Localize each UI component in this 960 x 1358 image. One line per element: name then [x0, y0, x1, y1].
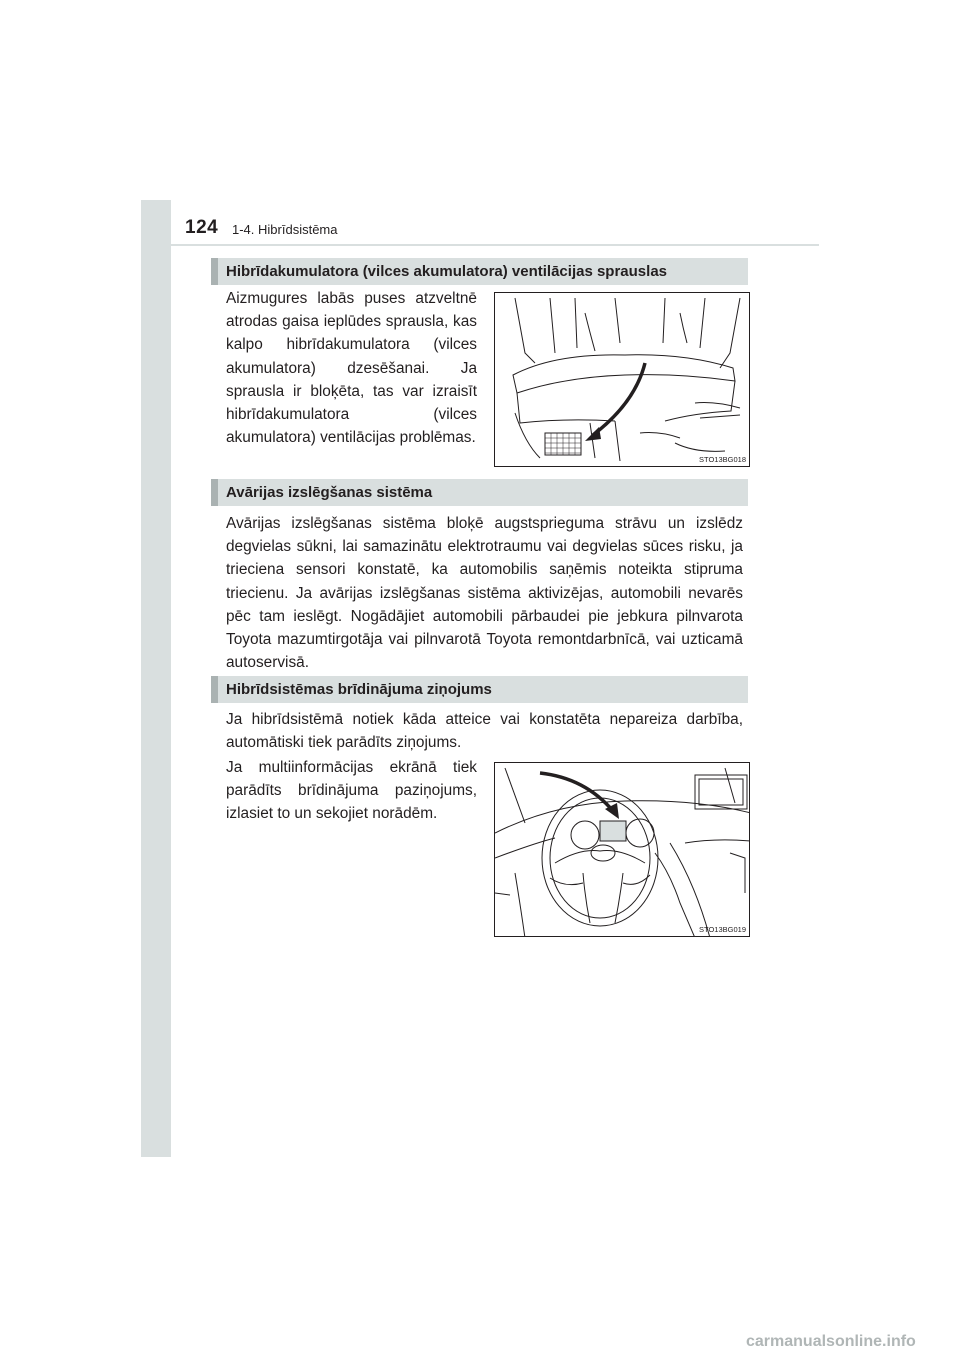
figure-label-2: STO13BG019 — [699, 925, 746, 934]
rear-seat-vent-illustration — [494, 292, 750, 467]
header-divider — [141, 244, 819, 246]
rear-seat-drawing — [495, 293, 750, 467]
warning-paragraph-2: Ja multiinformācijas ekrānā tiek parādīts brīdinājuma paziņojums, izlasiet to un sekojiet norādēm. — [226, 759, 477, 823]
warning-paragraph-1: Ja hibrīdsistēmā notiek kāda atteice vai konstatēta nepareiza darbība, automātiski tiek parādīts ziņojums. — [226, 711, 743, 752]
chapter-title: 1-4. Hibrīdsistēma — [232, 222, 338, 237]
page-side-tab — [141, 200, 171, 1157]
section-heading-emergency-shutoff: Avārijas izslēgšanas sistēma — [211, 479, 748, 506]
section-heading-ventilation: Hibrīdakumulatora (vilces akumulatora) ventilācijas sprauslas — [211, 258, 748, 285]
ventilation-paragraph: Aizmugures labās puses atzveltnē atrodas gaisa ieplūdes sprausla, kas kalpo hibrīdakumulatora (vilces akumulatora) dzesēšanai. Ja sprausla ir bloķēta, tas var izraisīt hibrīdakumulatora (vilces akumulatora) ventilācijas problēmas. — [226, 290, 477, 447]
dashboard-drawing — [495, 763, 750, 937]
page-number: 124 — [185, 217, 219, 238]
emergency-shutoff-paragraph: Avārijas izslēgšanas sistēma bloķē augstsprieguma strāvu un izslēdz degvielas sūkni, lai samazinātu elektrotraumu vai degvielas sūces risku, ja trieciena sensori konstatē, ka automobilis saņēmis noteikta stipruma triecienu. Ja avārijas izslēgšanas sistēma aktivizējas, automobili nevarēs pēc tam ieslēgt. Nogādājiet automobili pārbaudei pie jebkura pilnvarota Toyota mazumtirgotāja vai pilnvarotā Toyota remontdarbnīcā, vai uzticamā autoservisā. — [226, 515, 743, 672]
dashboard-display-illustration — [494, 762, 750, 937]
figure-label-1: STO13BG018 — [699, 455, 746, 464]
section-heading-warning-message: Hibrīdsistēmas brīdinājuma ziņojums — [211, 676, 748, 703]
watermark-text: carmanualsonline.info — [746, 1333, 916, 1350]
